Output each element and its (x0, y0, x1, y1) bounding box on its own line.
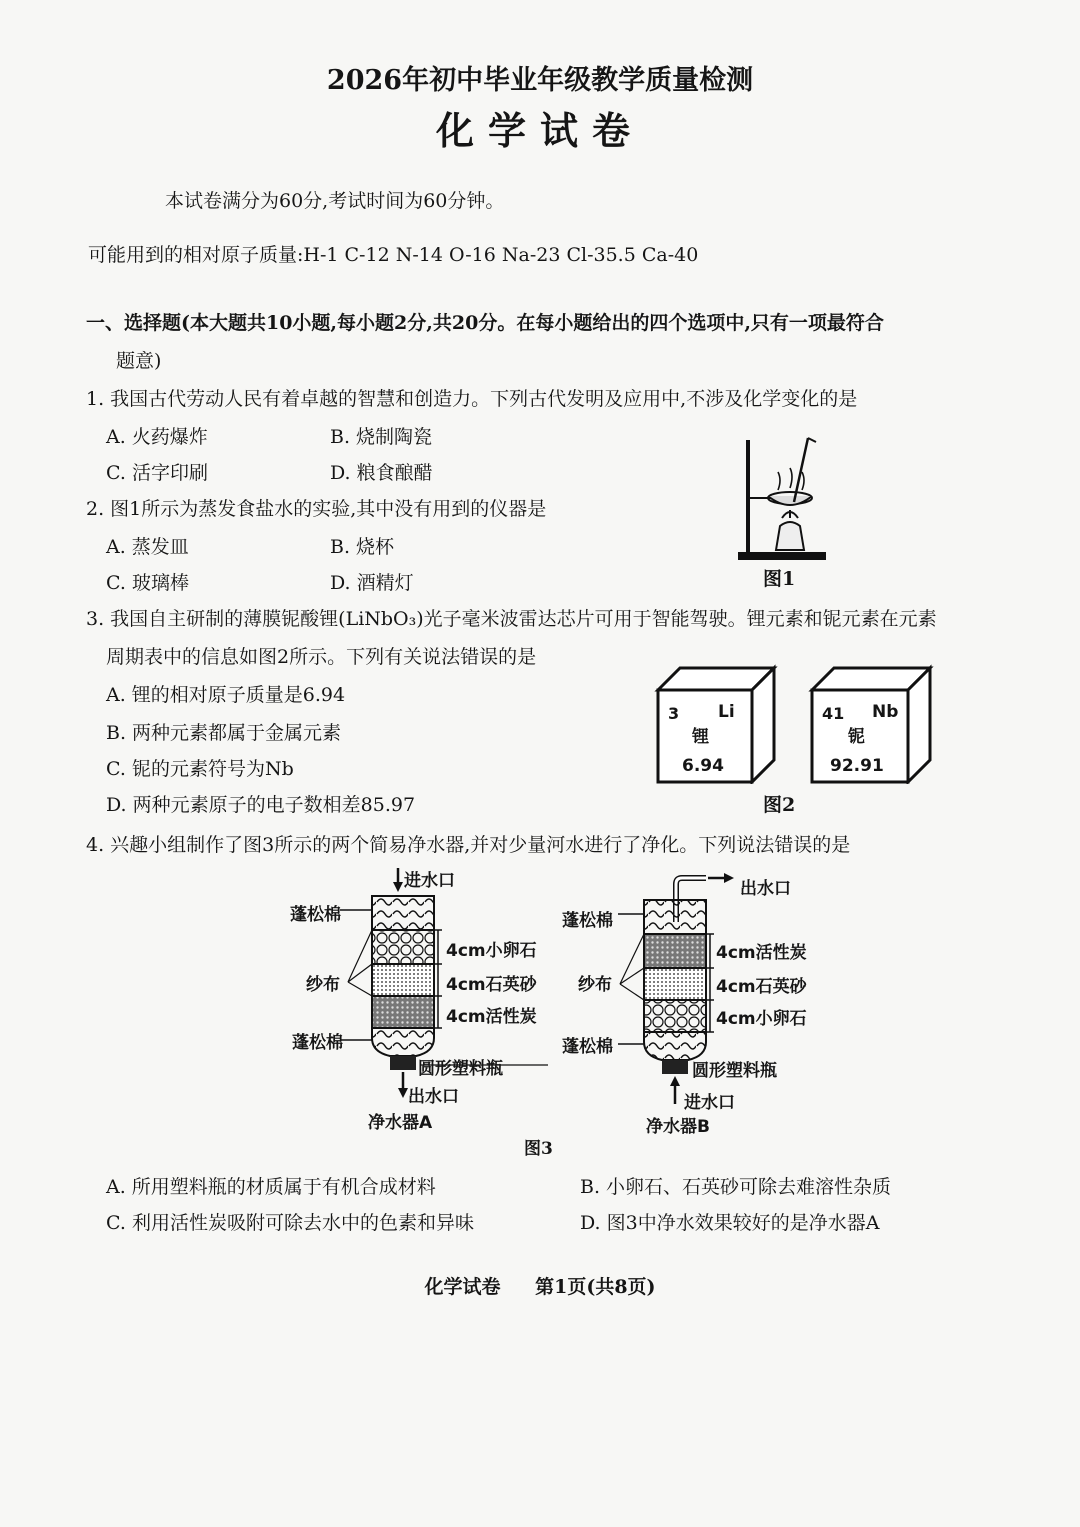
section1-title: 一、选择题(本大题共10小题,每小题2分,共20分。在每小题给出的四个选项中,只有一项最符合 (86, 312, 884, 334)
purifier-b-gauze-label: 纱布 (578, 975, 612, 995)
question-4-stem: 4. 兴趣小组制作了图3所示的两个简易净水器,并对少量河水进行了净化。下列说法错误的是 (86, 834, 851, 856)
question-2-stem: 2. 图1所示为蒸发食盐水的实验,其中没有用到的仪器是 (86, 498, 547, 520)
q1-option-b: B. 烧制陶瓷 (330, 426, 433, 448)
q1-option-a: A. 火药爆炸 (106, 426, 208, 448)
li-name: 锂 (692, 727, 709, 747)
q4-option-c: C. 利用活性炭吸附可除去水中的色素和异味 (106, 1212, 474, 1234)
score-time-note: 本试卷满分为60分,考试时间为60分钟。 (165, 190, 505, 212)
q3-option-c: C. 铌的元素符号为Nb (106, 758, 294, 780)
purifier-a-inlet-label: 进水口 (404, 871, 455, 891)
q4-option-b: B. 小卵石、石英砂可除去难溶性杂质 (580, 1176, 892, 1198)
figure-1-evaporation-apparatus (720, 430, 840, 565)
li-atomic-number: 3 (668, 704, 680, 723)
purifier-a-bottom-cotton-label: 蓬松棉 (292, 1033, 343, 1053)
q2-option-d: D. 酒精灯 (330, 572, 414, 594)
section1-title-cont: 题意) (116, 350, 162, 372)
q2-option-a: A. 蒸发皿 (106, 536, 189, 558)
exam-header-line1: 2026年初中毕业年级教学质量检测 (326, 65, 754, 96)
q1-option-d: D. 粮食酿醋 (330, 462, 433, 484)
li-atomic-mass: 6.94 (682, 756, 724, 776)
purifier-a-gauze-label: 纱布 (306, 975, 340, 995)
footer-subject: 化学试卷 (424, 1276, 501, 1298)
figure-2-caption: 图2 (763, 794, 796, 816)
li-symbol: Li (718, 702, 735, 722)
purifier-a-layer-2-label: 4cm石英砂 (446, 975, 537, 995)
nb-atomic-mass: 92.91 (830, 756, 884, 776)
purifier-b-inlet-label: 进水口 (684, 1093, 735, 1113)
purifier-b-top-cotton-label: 蓬松棉 (562, 911, 613, 931)
figure-1-caption: 图1 (763, 568, 796, 590)
q4-option-a: A. 所用塑料瓶的材质属于有机合成材料 (106, 1176, 436, 1198)
purifier-b-bottom-cotton-label: 蓬松棉 (562, 1037, 613, 1057)
question-3-stem-line1: 3. 我国自主研制的薄膜铌酸锂(LiNbO₃)光子毫米波雷达芯片可用于智能驾驶。锂元素和铌元素在元素 (86, 608, 937, 630)
figure-3-caption: 图3 (524, 1139, 553, 1159)
q3-option-d: D. 两种元素原子的电子数相差85.97 (106, 794, 416, 816)
purifier-b-layer-2-label: 4cm石英砂 (716, 977, 807, 997)
purifier-b-layer-1-label: 4cm活性炭 (716, 943, 807, 963)
figure-2-element-cards (654, 664, 954, 784)
purifier-b-outlet-label: 出水口 (740, 879, 791, 899)
purifier-b-layer-3-label: 4cm小卵石 (716, 1009, 807, 1029)
q4-option-d: D. 图3中净水效果较好的是净水器A (580, 1212, 880, 1234)
purifier-a-name: 净水器A (368, 1113, 433, 1133)
page-footer (0, 1272, 1080, 1299)
atomic-masses: 可能用到的相对原子质量:H-1 C-12 N-14 O-16 Na-23 Cl-35.5 Ca-40 (88, 244, 699, 266)
q2-option-c: C. 玻璃棒 (106, 572, 189, 594)
purifier-a-layer-3-label: 4cm活性炭 (446, 1007, 537, 1027)
nb-symbol: Nb (872, 702, 899, 722)
q2-option-b: B. 烧杯 (330, 536, 395, 558)
purifier-b-bottle-label: 圆形塑料瓶 (692, 1061, 777, 1081)
q3-option-b: B. 两种元素都属于金属元素 (106, 722, 342, 744)
purifier-a-layer-1-label: 4cm小卵石 (446, 941, 537, 961)
question-1-stem: 1. 我国古代劳动人民有着卓越的智慧和创造力。下列古代发明及应用中,不涉及化学变化的是 (86, 388, 858, 410)
q1-option-c: C. 活字印刷 (106, 462, 208, 484)
footer-page-number: 第1页(共8页) (535, 1276, 656, 1298)
nb-name: 铌 (848, 727, 865, 747)
purifier-a-top-cotton-label: 蓬松棉 (290, 905, 341, 925)
q3-option-a: A. 锂的相对原子质量是6.94 (106, 684, 346, 706)
exam-title: 化学试卷 (435, 108, 644, 153)
purifier-a-outlet-label: 出水口 (408, 1087, 459, 1107)
nb-atomic-number: 41 (822, 704, 845, 723)
question-3-stem-line2: 周期表中的信息如图2所示。下列有关说法错误的是 (106, 646, 537, 668)
purifier-b-name: 净水器B (646, 1117, 710, 1137)
purifier-a-bottle-label: 圆形塑料瓶 (418, 1059, 503, 1079)
